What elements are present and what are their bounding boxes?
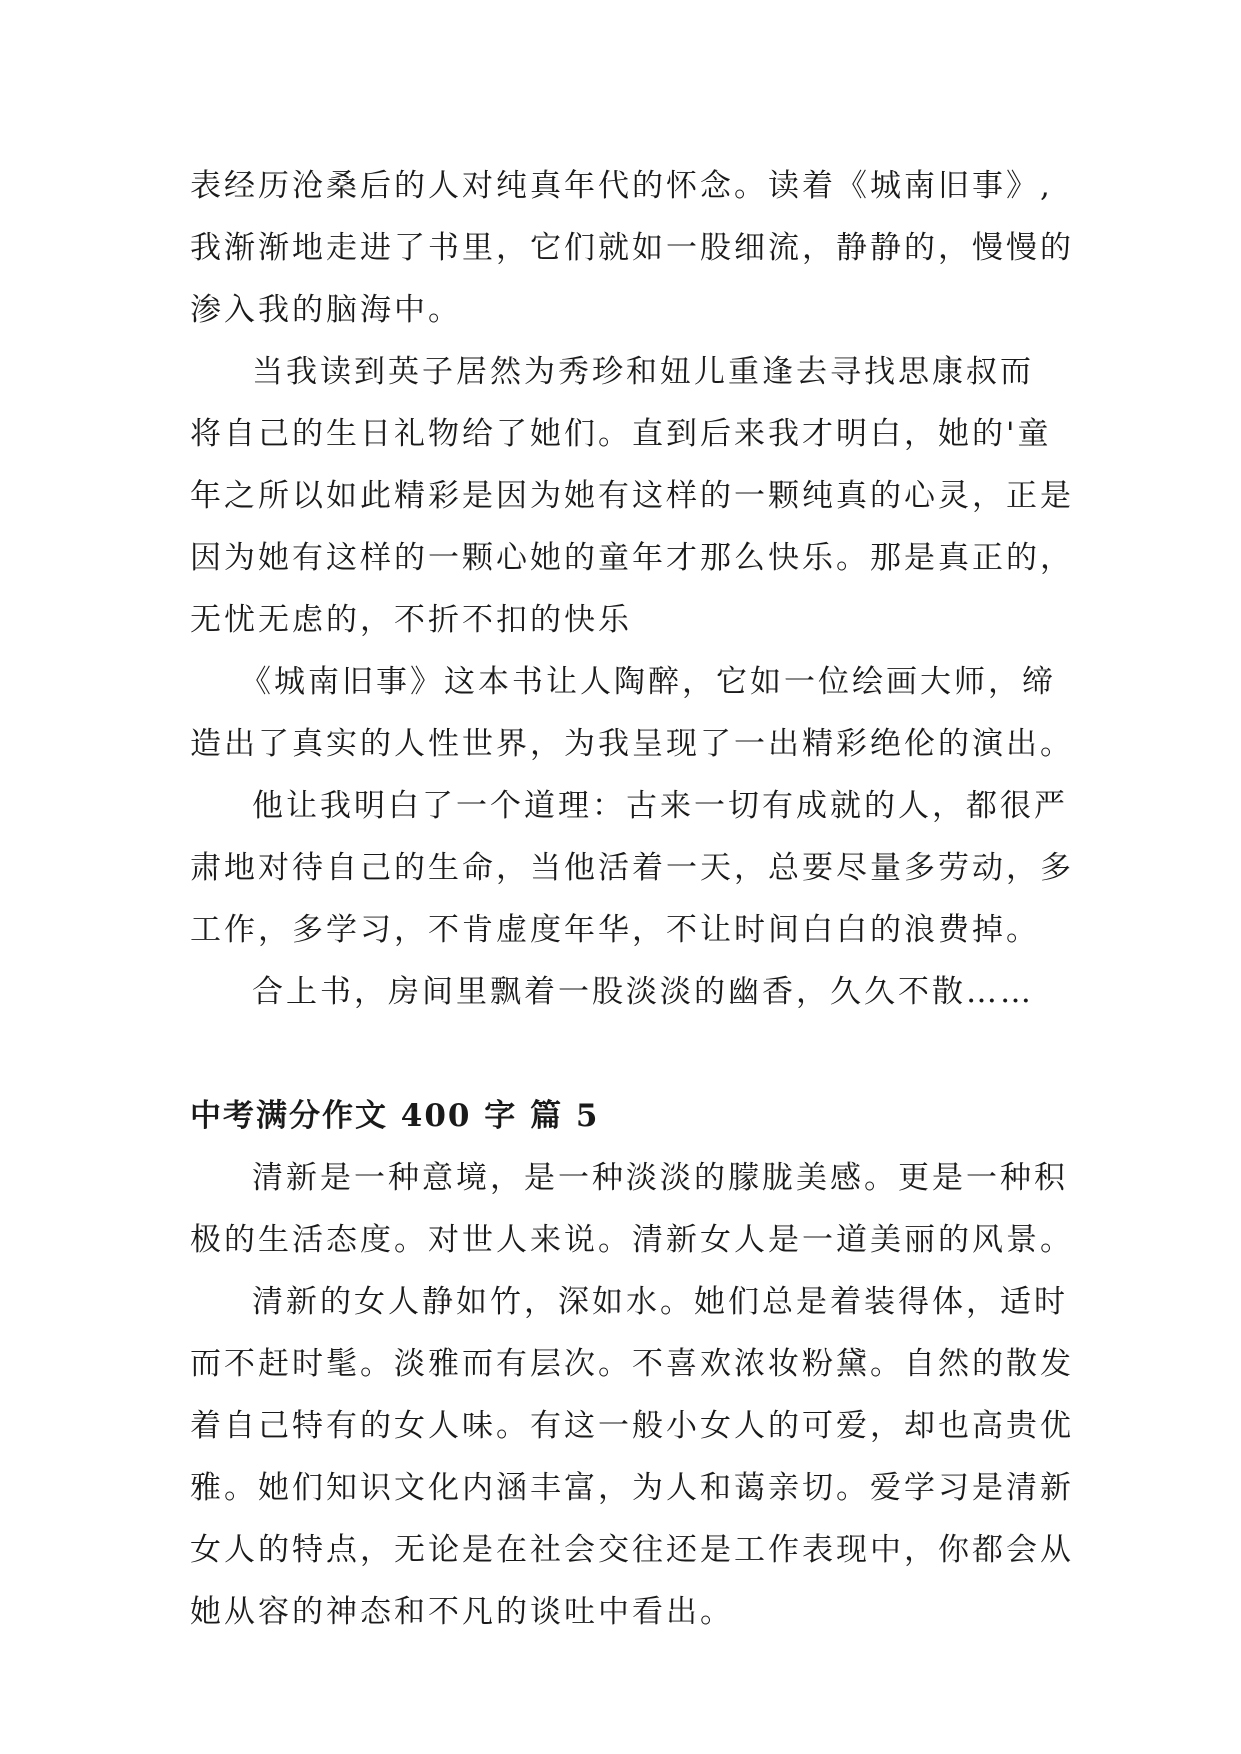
text-line: 雅。她们知识文化内涵丰富，为人和蔼亲切。爱学习是清新: [190, 1470, 1074, 1506]
text-line: 他让我明白了一个道理：古来一切有成就的人，都很严: [252, 788, 1068, 824]
text-line: 极的生活态度。对世人来说。清新女人是一道美丽的风景。: [190, 1222, 1074, 1258]
text-line: 清新是一种意境，是一种淡淡的朦胧美感。更是一种积: [252, 1160, 1068, 1196]
paragraph-intro: [190, 155, 1074, 341]
text-line: 肃地对待自己的生命，当他活着一天，总要尽量多劳动，多: [190, 850, 1074, 886]
text-line: 当我读到英子居然为秀珍和妞儿重逢去寻找思康叔而: [252, 354, 1034, 390]
text-line: 她从容的神态和不凡的谈吐中看出。: [190, 1594, 734, 1630]
section-gap: [190, 1023, 1070, 1085]
text-line: 工作，多学习，不肯虚度年华，不让时间白白的浪费掉。: [190, 912, 1040, 948]
paragraph-4: [190, 775, 1074, 961]
text-line: 清新的女人静如竹，深如水。她们总是着装得体，适时: [252, 1284, 1068, 1320]
paragraph-6: [190, 1147, 1074, 1271]
text-line: 我渐渐地走进了书里，它们就如一股细流，静静的，慢慢的: [190, 230, 1074, 266]
paragraph-3: [190, 651, 1074, 775]
document-body: [190, 155, 1074, 1643]
text-line: 渗入我的脑海中。: [190, 292, 462, 328]
text-line: 着自己特有的女人味。有这一般小女人的可爱，却也高贵优: [190, 1408, 1074, 1444]
text-line: 造出了真实的人性世界，为我呈现了一出精彩绝伦的演出。: [190, 726, 1074, 762]
text-line: 年之所以如此精彩是因为她有这样的一颗纯真的心灵，正是: [190, 478, 1074, 514]
paragraph-2: [190, 341, 1074, 651]
text-line: 无忧无虑的，不折不扣的快乐: [190, 602, 632, 638]
text-line: 因为她有这样的一颗心她的童年才那么快乐。那是真正的，: [190, 540, 1074, 576]
text-line: 合上书，房间里飘着一股淡淡的幽香，久久不散……: [252, 974, 1034, 1010]
paragraph-5: [190, 961, 1070, 1023]
text-line: 女人的特点，无论是在社会交往还是工作表现中，你都会从: [190, 1532, 1074, 1568]
text-line: 表经历沧桑后的人对纯真年代的怀念。读着《城南旧事》,: [190, 168, 1053, 204]
text-line: 将自己的生日礼物给了她们。直到后来我才明白，她的'童: [190, 416, 1052, 452]
text-line: 而不赶时髦。淡雅而有层次。不喜欢浓妆粉黛。自然的散发: [190, 1346, 1074, 1382]
section-heading: 中考满分作文 400 字 篇 5: [190, 1098, 600, 1134]
text-line: 《城南旧事》这本书让人陶醉，它如一位绘画大师，缔: [240, 664, 1056, 700]
paragraph-7: [190, 1271, 1074, 1643]
